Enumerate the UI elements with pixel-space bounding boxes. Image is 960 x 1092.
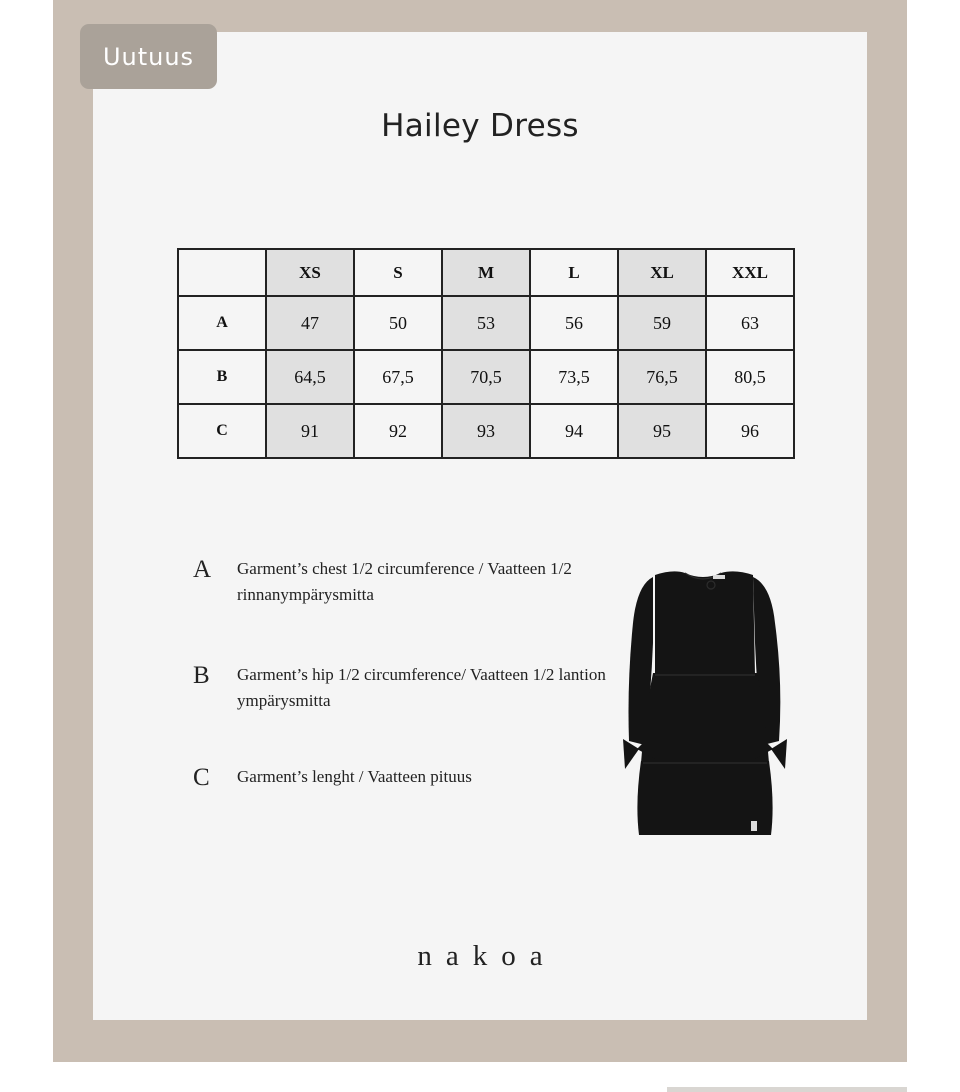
table-cell: 67,5 (354, 350, 442, 404)
table-cell: 47 (266, 296, 354, 350)
new-badge: Uutuus (80, 24, 217, 89)
size-header-l: L (530, 249, 618, 296)
legend-item-a (193, 556, 613, 608)
table-cell: 80,5 (706, 350, 794, 404)
legend-letter: A (193, 556, 212, 583)
legend-letter: C (193, 764, 210, 791)
row-label: C (178, 404, 266, 458)
size-table-header-row (178, 249, 794, 296)
product-title: Hailey Dress (381, 108, 579, 144)
table-cell: 76,5 (618, 350, 706, 404)
table-cell: 56 (530, 296, 618, 350)
size-header-s: S (354, 249, 442, 296)
size-header-xs: XS (266, 249, 354, 296)
size-table-row-b (178, 350, 794, 404)
table-cell: 91 (266, 404, 354, 458)
row-label: A (178, 296, 266, 350)
table-cell: 95 (618, 404, 706, 458)
table-cell: 96 (706, 404, 794, 458)
next-item-edge (667, 1087, 907, 1092)
legend-description: Garment’s chest 1/2 circumference / Vaatteen 1/2 rinnanympärysmitta (237, 559, 572, 604)
legend-description: Garment’s hip 1/2 circumference/ Vaatteen 1/2 lantion ympärysmitta (237, 665, 606, 710)
legend-item-b (193, 662, 613, 714)
table-cell: 94 (530, 404, 618, 458)
table-cell: 92 (354, 404, 442, 458)
legend-item-c (193, 764, 613, 792)
table-cell: 93 (442, 404, 530, 458)
table-cell: 70,5 (442, 350, 530, 404)
size-header-xl: XL (618, 249, 706, 296)
table-cell: 53 (442, 296, 530, 350)
size-table-corner (178, 249, 266, 296)
brand-logo: nakoa (417, 940, 557, 972)
row-label: B (178, 350, 266, 404)
table-cell: 73,5 (530, 350, 618, 404)
size-table (177, 248, 795, 459)
size-table-row-a (178, 296, 794, 350)
table-cell: 50 (354, 296, 442, 350)
size-header-xxl: XXL (706, 249, 794, 296)
size-header-m: M (442, 249, 530, 296)
table-cell: 63 (706, 296, 794, 350)
table-cell: 59 (618, 296, 706, 350)
black-dress-icon (615, 563, 795, 843)
legend-description: Garment’s lenght / Vaatteen pituus (237, 767, 472, 786)
size-guide-card (93, 32, 867, 1020)
table-cell: 64,5 (266, 350, 354, 404)
size-table-row-c (178, 404, 794, 458)
legend-letter: B (193, 662, 210, 689)
